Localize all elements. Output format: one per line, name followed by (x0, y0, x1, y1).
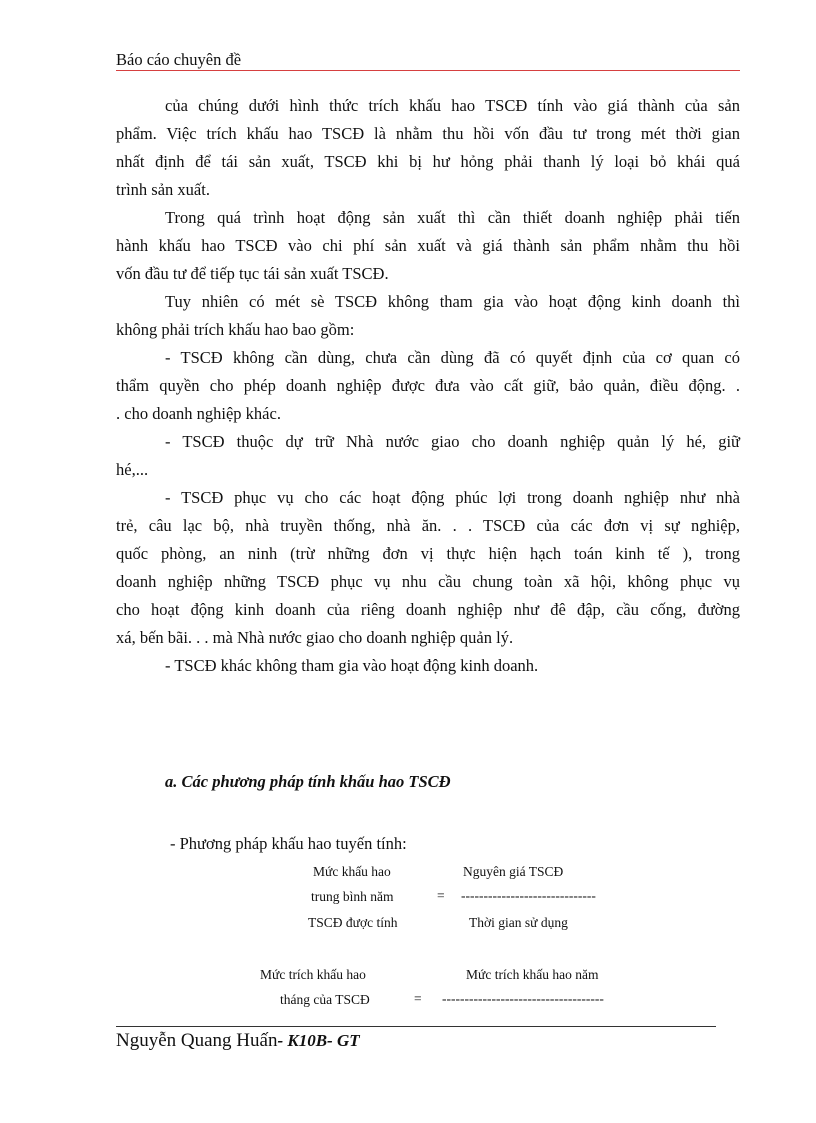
formula1-equals: = (437, 888, 445, 903)
footer-rule (116, 1026, 716, 1027)
body-line: - TSCĐ thuộc dự trữ Nhà nước giao cho doanh nghiệp quản lý hé, giữ (165, 432, 740, 451)
formula2-left-top: Mức trích khấu hao (260, 967, 366, 982)
body-line: hé,... (116, 460, 149, 479)
body-line: . cho doanh nghiệp khác. (116, 404, 281, 423)
body-line: xá, bến bãi. . . mà Nhà nước giao cho doanh nghiệp quản lý. (116, 628, 514, 647)
body-line: hành khấu hao TSCĐ vào chi phí sản xuất và giá thành sản phẩm nhằm thu hồi (116, 236, 740, 255)
formula1-fraction-bar: ------------------------------ (461, 888, 596, 903)
body-line: Tuy nhiên có mét sè TSCĐ không tham gia vào hoạt động kinh doanh thì (165, 292, 740, 311)
formula1-left-mid: trung bình năm (311, 889, 394, 904)
page-header-title: Báo cáo chuyên đề (116, 50, 242, 69)
formula1-numerator: Nguyên giá TSCĐ (463, 864, 564, 879)
section-heading: a. Các phương pháp tính khấu hao TSCĐ (165, 772, 451, 791)
formula1-denominator: Thời gian sử dụng (469, 915, 568, 930)
formula2-left-mid: tháng của TSCĐ (280, 992, 370, 1007)
footer-author: Nguyễn Quang Huấn (116, 1030, 278, 1051)
formula1-left-bot: TSCĐ được tính (308, 915, 398, 930)
formula2-numerator: Mức trích khấu hao năm (466, 967, 599, 982)
body-line: - TSCĐ khác không tham gia vào hoạt động kinh doanh. (165, 656, 539, 675)
footer (116, 1030, 360, 1052)
body-line: trình sản xuất. (116, 180, 210, 199)
body-line: không phải trích khấu hao bao gồm: (116, 320, 355, 339)
body-line: thẩm quyền cho phép doanh nghiệp được đưa vào cất giữ, bảo quản, điều động. . (116, 376, 740, 395)
body-line: Trong quá trình hoạt động sản xuất thì cần thiết doanh nghiệp phải tiến (165, 208, 740, 227)
formula2-equals: = (414, 991, 422, 1006)
footer-class: - K10B- GT (277, 1031, 360, 1050)
body-line: quốc phòng, an ninh (trừ những đơn vị thực hiện hạch toán kinh tế ), trong (116, 544, 740, 563)
body-line: trẻ, câu lạc bộ, nhà truyền thống, nhà ăn. . . TSCĐ của các đơn vị sự nghiệp, (116, 516, 740, 535)
body-line: vốn đầu tư để tiếp tục tái sản xuất TSCĐ. (116, 264, 389, 283)
body-line: của chúng dưới hình thức trích khấu hao TSCĐ tính vào giá thành của sản (165, 96, 740, 115)
body-line: - TSCĐ không cần dùng, chưa cần dùng đã có quyết định của cơ quan có (165, 348, 740, 367)
formula1-left-top: Mức khấu hao (313, 864, 391, 879)
body-line: doanh nghiệp những TSCĐ phục vụ nhu cầu chung toàn xã hội, không phục vụ (116, 572, 740, 591)
body-line: nhất định để tái sản xuất, TSCĐ khi bị hư hỏng phải thanh lý loại bỏ khái quá (116, 152, 740, 171)
body-line: cho hoạt động kinh doanh của riêng doanh nghiệp như đê đập, cầu cống, đường (116, 600, 740, 619)
method-line: - Phương pháp khấu hao tuyến tính: (170, 834, 407, 853)
body-line: - TSCĐ phục vụ cho các hoạt động phúc lợi trong doanh nghiệp như nhà (165, 488, 740, 507)
body-line: phẩm. Việc trích khấu hao TSCĐ là nhằm thu hồi vốn đầu tư trong mét thời gian (116, 124, 740, 143)
header-rule (116, 70, 740, 71)
formula2-fraction-bar: ------------------------------------ (442, 991, 604, 1006)
